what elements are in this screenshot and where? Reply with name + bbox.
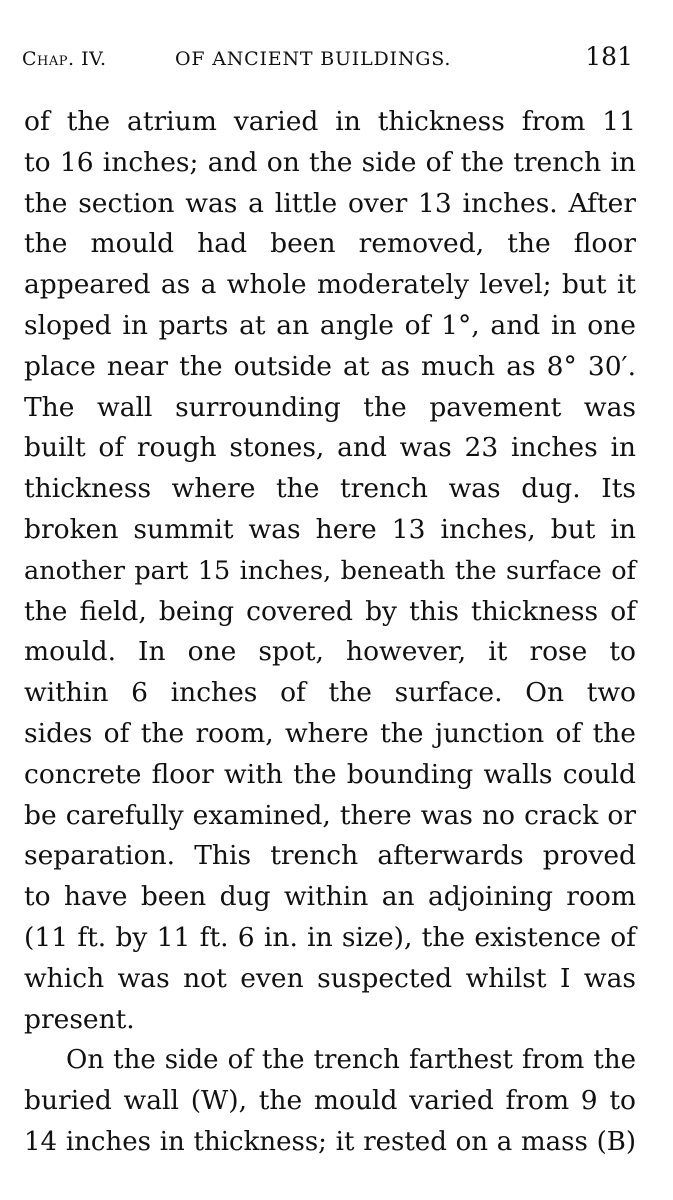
- text-line: 14 inches in thickness; it rested on a mass (B): [24, 1126, 636, 1157]
- text-line: the section was a little over 13 inches. After: [24, 187, 636, 219]
- text-line: (11 ft. by 11 ft. 6 in. in size), the existence of: [24, 921, 636, 953]
- paragraph-start-line: On the side of the trench farthest from the: [66, 1045, 636, 1076]
- paragraph-end-line: present.: [24, 1003, 135, 1035]
- text-line: appeared as a whole moderately level; but it: [24, 269, 636, 301]
- text-line: within 6 inches of the surface. On two: [24, 677, 636, 709]
- text-line: broken summit was here 13 inches, but in: [24, 513, 636, 545]
- text-line: of the atrium varied in thickness from 11: [24, 106, 636, 137]
- text-line: thickness where the trench was dug. Its: [24, 473, 636, 505]
- text-line: separation. This trench afterwards proved: [24, 840, 636, 872]
- text-line: to 16 inches; and on the side of the trench in: [24, 146, 636, 178]
- text-line: built of rough stones, and was 23 inches in: [24, 432, 636, 464]
- text-line: mould. In one spot, however, it rose to: [24, 636, 636, 668]
- text-line: buried wall (W), the mould varied from 9 to: [24, 1085, 636, 1117]
- body-text: [24, 102, 636, 1163]
- page-number: 181: [585, 42, 633, 71]
- text-line: which was not even suspected whilst I was: [24, 962, 636, 994]
- text-line: to have been dug within an adjoining room: [24, 881, 636, 913]
- text-line: sloped in parts at an angle of 1°, and in one: [24, 309, 636, 341]
- chapter-label: Chap. IV.: [22, 48, 107, 70]
- running-head: [22, 42, 633, 78]
- text-line: another part 15 inches, beneath the surface of: [24, 555, 636, 586]
- text-line: sides of the room, where the junction of the: [24, 717, 636, 749]
- text-line: place near the outside at as much as 8° 30′.: [24, 350, 636, 382]
- text-line: the mould had been removed, the floor: [24, 228, 636, 260]
- text-line: the field, being covered by this thickness of: [24, 595, 636, 627]
- text-line: be carefully examined, there was no crack or: [24, 799, 636, 831]
- running-title: OF ANCIENT BUILDINGS.: [175, 48, 452, 70]
- text-line: The wall surrounding the pavement was: [24, 391, 636, 423]
- text-line: concrete floor with the bounding walls could: [24, 758, 636, 790]
